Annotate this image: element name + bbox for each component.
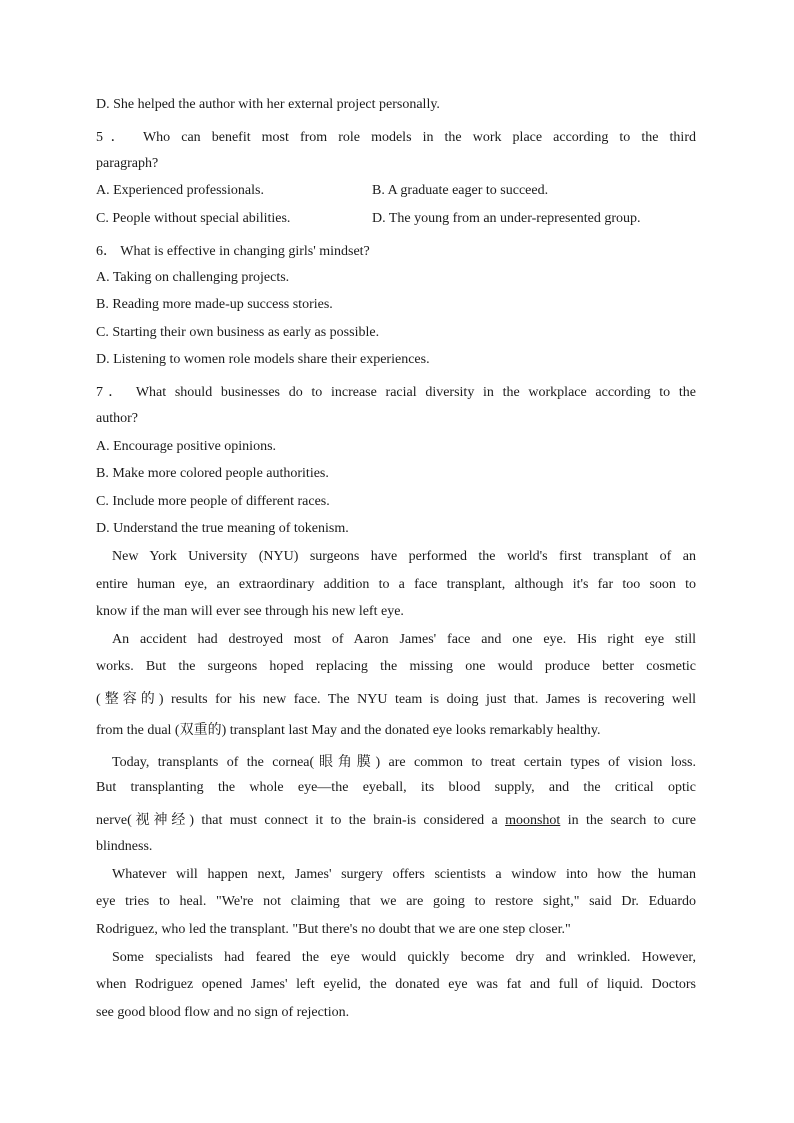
question7-option-d: D. Understand the true meaning of tokenism. — [96, 521, 349, 536]
question5-option-d: D. The young from an under-represented group. — [372, 211, 641, 226]
passage-p4-line2: eye tries to heal. "We're not claiming that we are going to restore sight," said Dr. Eduardo — [96, 894, 696, 909]
passage-p4-line1: Whatever will happen next, James' surgery offers scientists a window into how the human — [112, 867, 696, 882]
question7-option-c: C. Include more people of different races. — [96, 494, 330, 509]
question7-stem-line2: author? — [96, 411, 138, 426]
passage-p2-line1: An accident had destroyed most of Aaron James' face and one eye. His right eye still — [112, 632, 696, 647]
passage-p3-line4: blindness. — [96, 839, 153, 854]
question5-option-c: C. People without special abilities. — [96, 211, 291, 226]
passage-p1-line1: New York University (NYU) surgeons have performed the world's first transplant of an — [112, 549, 696, 564]
passage-p5-line3: see good blood flow and no sign of rejection. — [96, 1005, 350, 1020]
passage-p2-line2: works. But the surgeons hoped replacing the missing one would produce better cosmetic — [96, 659, 696, 674]
passage-p2-line4: from the dual (双重的) transplant last May and the donated eye looks remarkably healthy. — [96, 723, 601, 738]
question5-option-a: A. Experienced professionals. — [96, 183, 264, 198]
question7-option-b: B. Make more colored people authorities. — [96, 466, 329, 481]
passage-p1-line2: entire human eye, an extraordinary addition to a face transplant, although it's far too soon to — [96, 577, 696, 592]
question5-stem-line1: 5． Who can benefit most from role models in the work place according to the third — [96, 130, 696, 145]
passage-p3-line1: Today, transplants of the cornea(眼角膜) are common to treat certain types of vision loss. — [112, 755, 696, 770]
question4-option-d: D. She helped the author with her external project personally. — [96, 97, 440, 112]
passage-p1-line3: know if the man will ever see through his new left eye. — [96, 604, 404, 619]
question7-stem-line1: 7． What should businesses do to increase racial diversity in the workplace according to the — [96, 385, 696, 400]
passage-p3-line2: But transplanting the whole eye—the eyeball, its blood supply, and the critical optic — [96, 780, 696, 795]
passage-p3-line3 — [96, 809, 696, 829]
question6-option-d: D. Listening to women role models share their experiences. — [96, 352, 430, 367]
passage-p5-line2: when Rodriguez opened James' left eyelid, the donated eye was fat and full of liquid. Doctors — [96, 977, 696, 992]
passage-p2-line3: (整容的) results for his new face. The NYU team is doing just that. James is recovering well — [96, 692, 696, 707]
question6-option-c: C. Starting their own business as early as possible. — [96, 325, 380, 340]
question5-option-b: B. A graduate eager to succeed. — [372, 183, 549, 198]
question6-option-a: A. Taking on challenging projects. — [96, 270, 290, 285]
passage-p3-line3-after: in the search to cure — [560, 813, 697, 828]
question6-option-b: B. Reading more made-up success stories. — [96, 297, 333, 312]
question5-stem-line2: paragraph? — [96, 156, 159, 171]
moonshot-underlined-word: moonshot — [505, 813, 561, 828]
passage-p4-line3: Rodriguez, who led the transplant. "But there's no doubt that we are one step closer." — [96, 922, 571, 937]
question7-option-a: A. Encourage positive opinions. — [96, 439, 277, 454]
passage-p5-line1: Some specialists had feared the eye would quickly become dry and wrinkled. However, — [112, 950, 696, 965]
passage-p3-line3-before: nerve(视神经) that must connect it to the brain-is considered a — [96, 813, 506, 828]
question6-stem: 6． What is effective in changing girls' mindset? — [96, 244, 370, 259]
